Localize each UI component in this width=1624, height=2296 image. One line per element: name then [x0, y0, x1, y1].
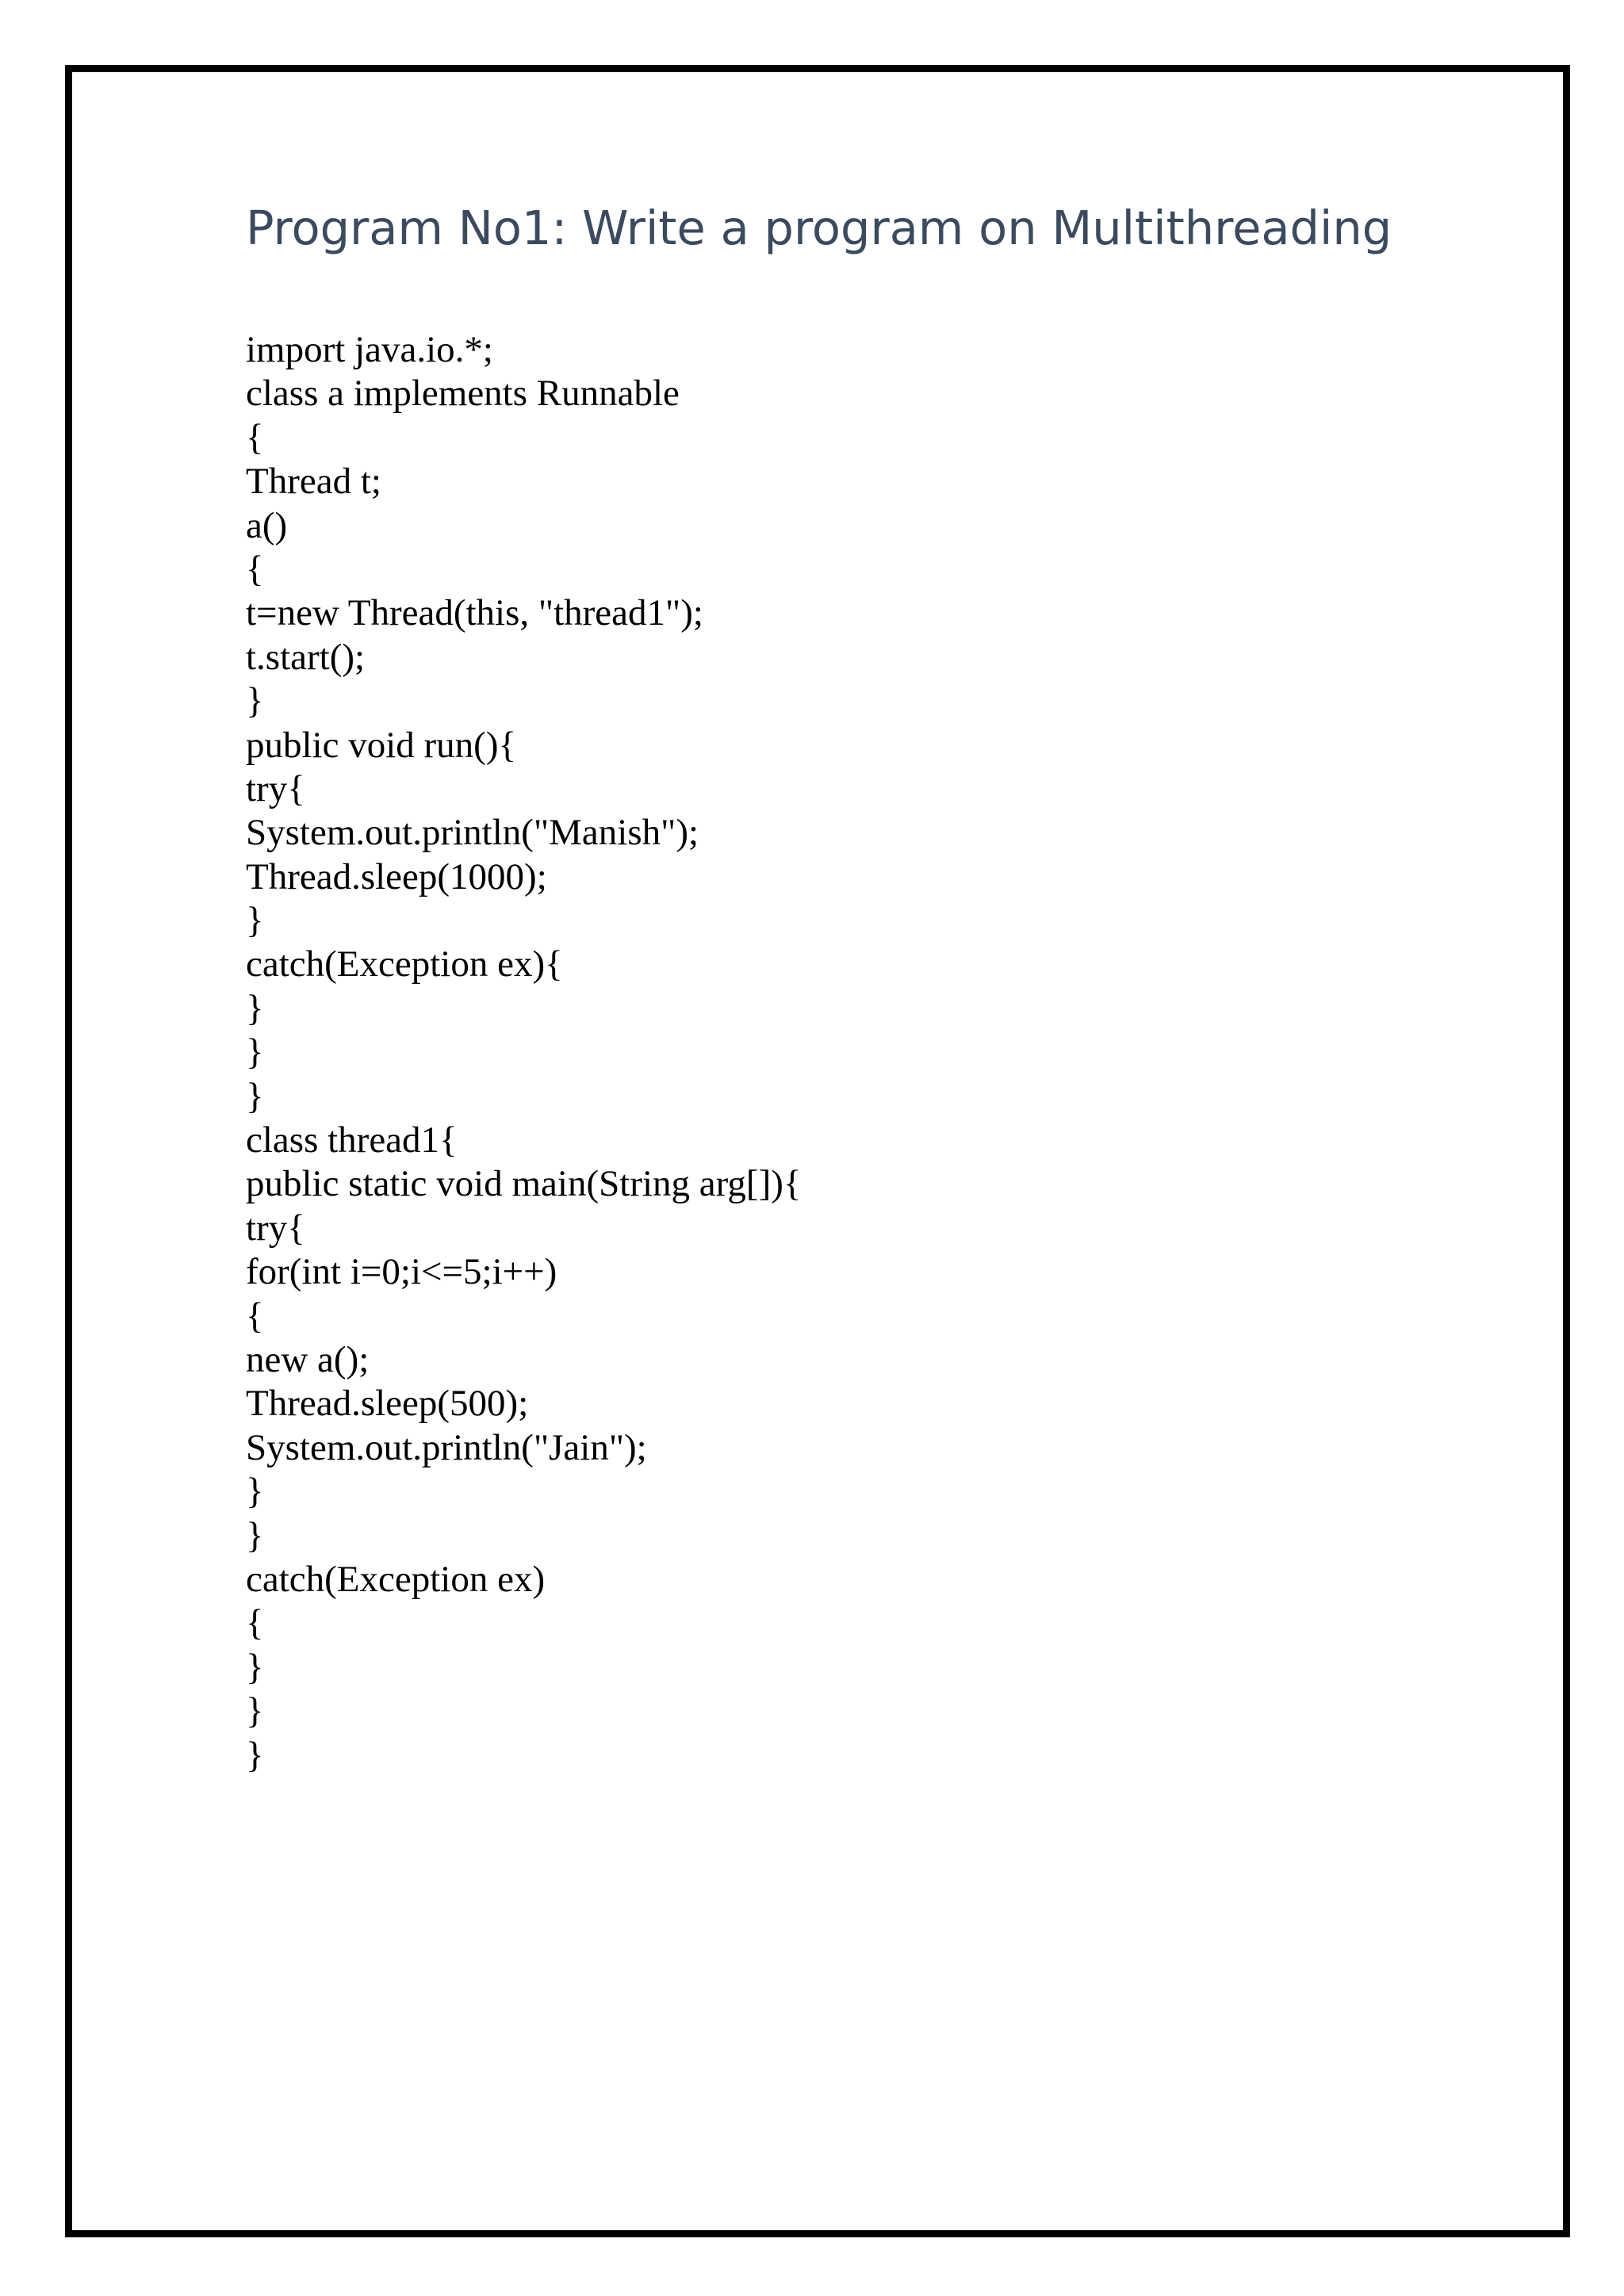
- code-line: for(int i=0;i<=5;i++): [246, 1251, 557, 1293]
- code-line: {: [246, 1602, 264, 1644]
- code-line: import java.io.*;: [246, 329, 493, 370]
- code-line: }: [246, 1734, 264, 1776]
- code-line: public static void main(String arg[]){: [246, 1163, 802, 1205]
- code-line: class thread1{: [246, 1119, 458, 1161]
- code-line: System.out.println("Jain");: [246, 1426, 647, 1468]
- code-line: {: [246, 416, 264, 458]
- code-line: {: [246, 548, 264, 590]
- code-line: catch(Exception ex): [246, 1558, 546, 1600]
- code-line: Thread t;: [246, 461, 381, 503]
- code-line: {: [246, 1295, 264, 1337]
- page-title: Program No1: Write a program on Multithreading: [246, 201, 1392, 255]
- code-line: try{: [246, 767, 305, 809]
- code-line: class a implements Runnable: [246, 373, 680, 415]
- code-line: }: [246, 1690, 264, 1732]
- code-line: a(): [246, 504, 288, 546]
- code-line: Thread.sleep(1000);: [246, 855, 547, 897]
- code-line: public void run(){: [246, 724, 517, 766]
- code-line: t=new Thread(this, "thread1");: [246, 592, 703, 634]
- code-line: try{: [246, 1207, 305, 1249]
- code-line: }: [246, 987, 264, 1029]
- code-line: }: [246, 1646, 264, 1688]
- code-line: }: [246, 1031, 264, 1073]
- code-line: t.start();: [246, 636, 366, 678]
- code-line: Thread.sleep(500);: [246, 1383, 529, 1425]
- code-line: }: [246, 1514, 264, 1556]
- code-line: }: [246, 1471, 264, 1513]
- code-line: }: [246, 680, 264, 722]
- code-line: catch(Exception ex){: [246, 943, 563, 985]
- code-listing: [246, 328, 801, 1777]
- code-line: }: [246, 900, 264, 942]
- code-line: System.out.println("Manish");: [246, 812, 699, 854]
- code-line: new a();: [246, 1338, 370, 1380]
- code-line: }: [246, 1075, 264, 1117]
